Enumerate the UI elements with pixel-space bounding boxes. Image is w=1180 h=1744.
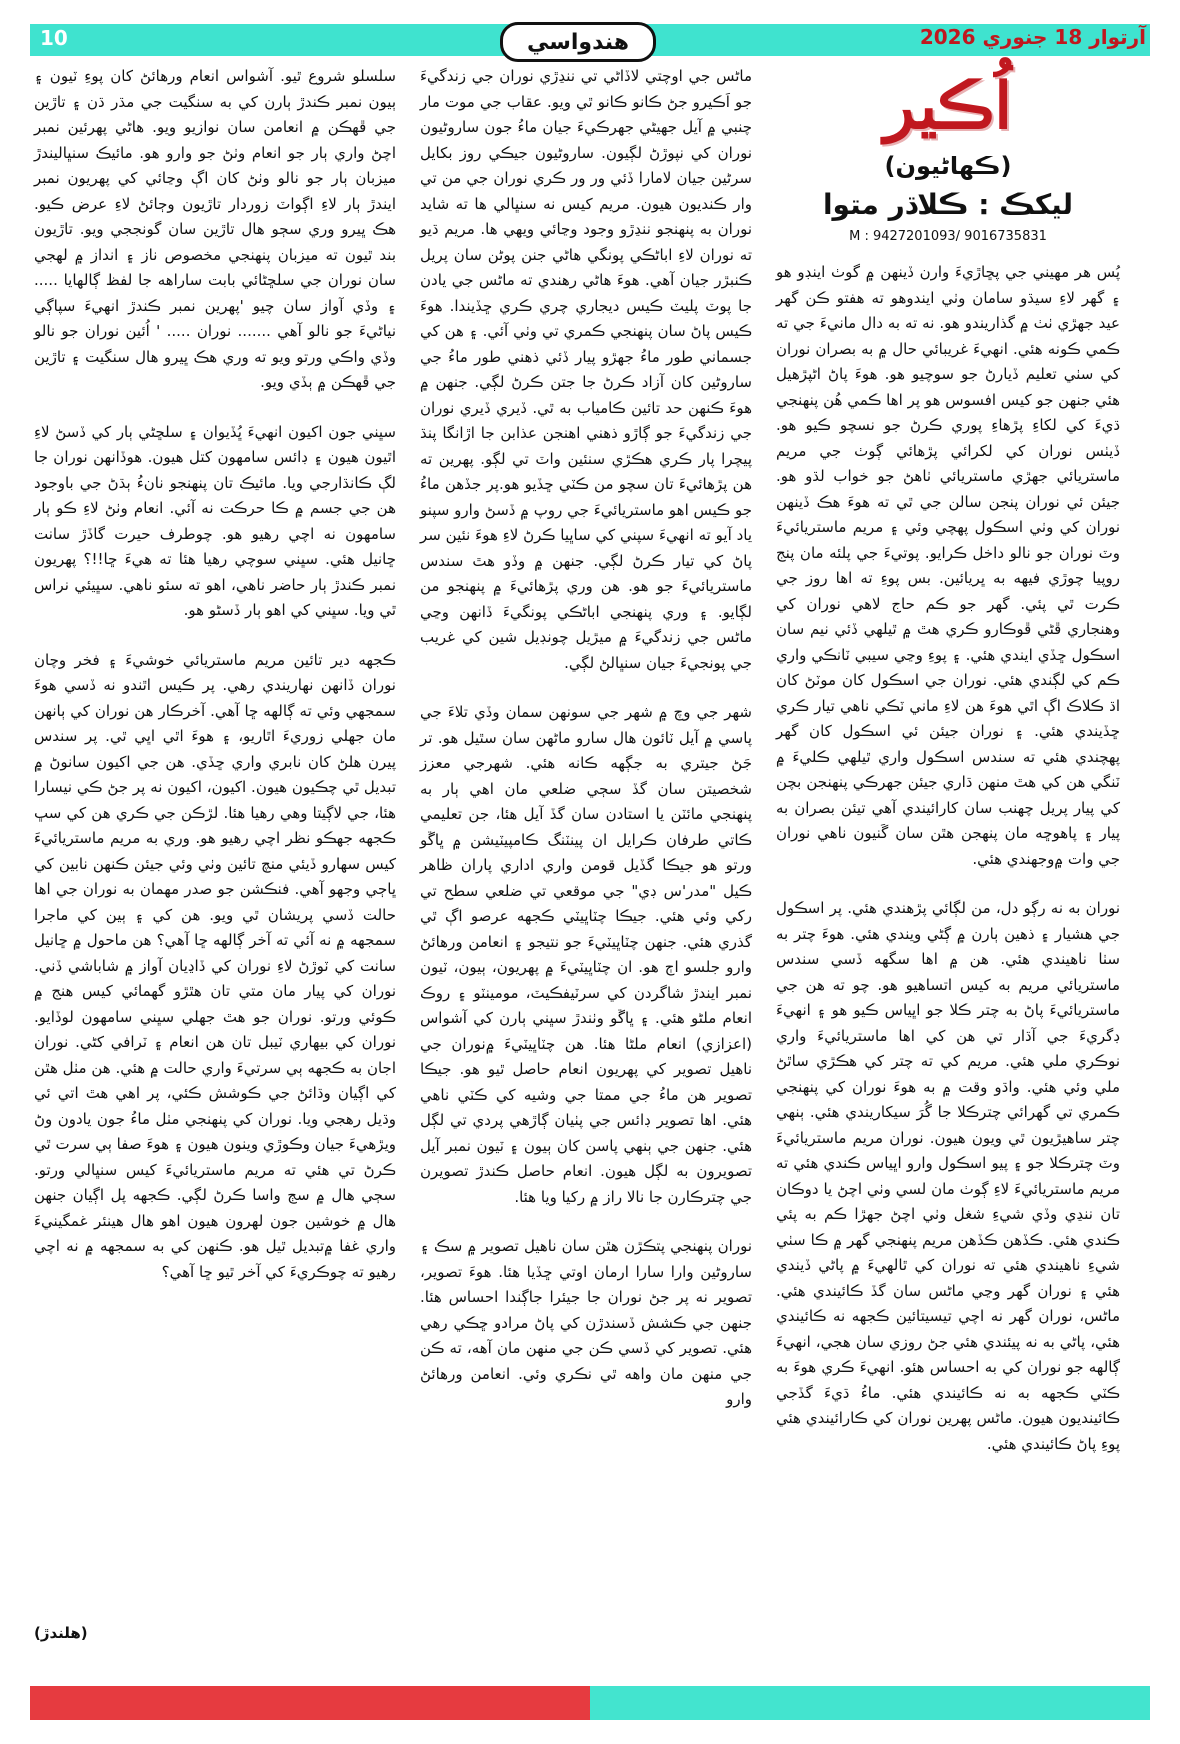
story-title: اُڪير [884, 69, 1012, 144]
page-number: 10 [40, 26, 68, 50]
story-author: ليکڪ : ڪلاڌر متوا [822, 188, 1074, 221]
column-right [776, 64, 1120, 1481]
dateline: آرتوار 18 جنوري 2026 [919, 25, 1146, 49]
footer-bar [30, 1686, 1150, 1720]
paragraph: نوران به نه رڳو دل، من لڳائي پڙهندي هئي. پر اسڪول جي هشيار ۽ ذهين ٻارن ۾ ڳڻي ويندي هئي. هوءَ چتر به سٺا ناهيندي هئي. هن ۾ اها سگهه ڏسي سندس ماستريائي مريم به کيس اتساهيو هو. چو ته هن جي ماستريائيءَ پاڻ به چتر ڪلا جو اڀياس ڪيو هو ۽ انهيءَ ڊگريءَ جي آڌار تي هن کي اها ماستريائيءَ واري نوڪري ملي هئي. مريم کي ته چتر کي هڪڙي ساٿڻ ملي وئي هئي. واڌو وقت ۾ به هوءَ نوران کي پنهنجي ڪمري تي گهرائي چترڪلا جا گُرَ سيکاريندي هئي. ٻنهي چتر ساهيڙيون ٿي ويون هيون. نوران مريم ماستريائيءَ وٽ چترڪلا جو ۽ پيو اسڪول وارو اڀياس ڪندي هئي ته مريم ماستريائيءَ لاءِ ڳوٺ مان لسي وٺي اچڻ يا دوڪان تان ننڍي وڏي شيءِ شغل وٺي اچڻ جهڙا ڪم به پئي ڪندي هئي. ڪڏهن ڪڏهن مريم پنهنجي گهر ۾ ڪا سٺي شيءِ ناهيندي هئي ته نوران کي ٿالهيءَ ۾ پاڻي ڏيندي هئي ۽ نوران گهر وڃي ماڻس سان گڏ ڪائيندي هئي. ماڻس، نوران گهر نه اچي تيسيتائين ڪجهه نه ڪائيندي هئي، پاڻي به نه پيئندي هئي جڻ روزي سان هجي، انهيءَ ڳالهه جو نوران کي به احساس هئو. انهيءَ ڪري هوءَ به ڪٽي ڪجهه به نه ڪائيندي هئي. ماءُ ڌيءَ گڏجي ڪائينديون هيون. ماڻس پهرين نوران کي ڪارائيندي هئي پوءِ پاڻ ڪائيندي هئي. [776, 899, 1120, 1453]
masthead-logo: ھندواسي [500, 22, 656, 62]
story-genre: (ڪهاڻيون) [884, 152, 1012, 180]
paragraph: پُس ھر مهيني جي پڇاڙيءَ وارن ڏينهن ۾ گوٺ اينڊو هو ۽ گهر لاءِ سيڌو سامان وٺي ايندوهو ته هفتو ڪن گهر عيد جهڙي ٺٺ ۾ گذاريندو هو. نه ته به دال مانيءَ جي ته ڪمي ڪونه هئي. انهيءَ غريبائي حال ۾ به بصران نوران کي سٺي تعليم ڏيارڻ جو سوچيو هو. هوءَ پاڻ اڻپڙهيل هئي جنهن جو کيس افسوس هو پر اها ڪمي هُن پنهنجي ڌيءَ کي لکاءِ پڙهاءِ پوري ڪرڻ جو نسچو ڪيو هو. ڏيٺس نوران کي لکرائي پڙهائي ڳوٺ جي مريم ماستريائي جهڙي ماستريائي ٺاهڻ جو خواب لڌو هو. جيئن ئي نوران پنجن سالن جي ٿي ته هوءَ هڪ ڏينهن نوران کي وٺي اسڪول پهچي وئي ۽ مريم ماستريائيءَ وٽ نوران جو نالو داخل ڪرايو. پوتيءَ جي پلئه مان پنج روپيا چوڙي فيهه به ڀريائين. بس پوءِ ته اها روز جي ڪرت ٿي پئي. گهر جو ڪم حاج لاهي نوران کي وهنجاري ڦڻي ڦوڪارو ڪري هٿ ۾ ٿيلهي ڏئي نيم سان اسڪول ڇڏي ايندي هئي. ۽ پوءِ وڃي سيبي ٽانڪي واري ڪم کي لڳندي هئي. نوران جي اسڪول کان موٽڻ کان اڌ ڪلاڪ اڳ اٿي هوءَ هن لاءِ ماني ٽڪي ناهي تيار ڪري ڇڏيندي هئي. ۽ نوران جيئن ئي اسڪول کان گهر پهچندي هئي ته سندس اسڪول واري ٿيلهي ڪليءَ ۾ ٽنگي هن کي هٿ منهن ڌاري جيئن جهرڪي پنهنجن بچن کي پيار پريل چهنب سان کارائيندي آهي تيئن بصران به پيار ۽ پاهوڇه مان پنهجن هٿن سان گَنيون ناهي نوران جي وات ۾وجهندي هئي. [776, 263, 1120, 868]
author-mobile: M : 9427201093/ 9016735831 [849, 229, 1047, 244]
paragraph: شهر جي وچ ۾ شهر جي سونهن سمان وڏي تلاءَ جي پاسي ۾ آيل ٽائون هال سارو ماڻهن سان سٿيل هو. تر جَڻ جيتري به جڳهه ڪانه هئي. شهرجي معزز شخصيتن سان گڏ سڄي ضلعي مان اهي ٻار به پنهنجي مائٽن يا استادن سان گڏ آيل هئا، جن تعليمي ڪاتي طرفان ڪرايل ان پينٽنگ ڪامپيٽيشن ۾ ڀاڱو ورتو هو جيڪا گڏيل قومن واري اداري پاران ظاهر ڪيل "مدر'س ڊي" جي موقعي تي ضلعي سطح تي رکي وئي هئي. جيڪا چٽاڀيٽي ڪجهه عرصو اڳ ٿي گذري هئي. جنهن چٽاڀيٽيءَ جو نتيجو ۽ انعامن ورهائڻ وارو جلسو اڄ هو. ان چٽاڀيٽيءَ ۾ پهريون، ٻيون، ٽيون نمبر ايندڙ شاگردن کي سرٽيفڪيٽ، مومينٽو ۽ روڪ انعام ملڻو هئي. ۽ ڀاڱو وٺندڙ سڀني ٻارن کي آشواس (اعزازي) انعام ملڻا هئا. هن چٽاڀيٽيءَ ۾نوران جي ناهيل تصوير کي پهريون انعام حاصل ٿيو هو. جيڪا تصوير هن ماءُ جي ممتا جي وشيه کي ڪٽي ناهي هئي. اها تصوير ڊائس جي پٺيان ڳاڙهي پردي تي لڳل هئي. جنهن جي ٻنهي پاسن کان ٻيون ۽ ٽيون نمبر آيل تصويرون به لڳل هيون. انعام حاصل ڪندڙ تصويرن جي چترڪارن جا نالا راز ۾ رکيا ويا هئا. [420, 703, 752, 1206]
paragraph: ماڻس جي اوچتي لاڏاڻي تي ننڍڙي نوران جي زندگيءَ جو اَڪيرو جڻ ڪانو ڪانو ٿي ويو. عقاب جي موت مار چنبي ۾ آيل جهيڻي جهرڪيءَ جيان ماءُ جون ساروڻيون نوران کي نپوڙڻ لڳيون. ساروڻيون جيڪي روز بکايل سرڻين جيان لامارا ڏئي ور ور ڪري نوران جي من تي وار ڪنديون هيون. مريم کيس نه سنڀالي ها ته شايد نوران به پنهنجو ننڍڙو وجود وڃائي ويهي ها. مريم ڌيو ته نوران لاءِ اباڻڪي پونگي هاڻي جنن پوڻن سان پريل ڪنبڙر جيان آهي. هوءَ هاڻي رهندي ته ماڻس جي يادن جا پوٽ پليٽ ڪيس ديجاري چري ڪري ڇڏيندا. هوءَ ڪيس پاڻ سان پنهنجي ڪمري تي وٺي آئي. ۽ هن کي جسماني طور ماءُ جهڙو پيار ڏئي ذهني طور ماءُ جي ساروڻين کان آزاد ڪرڻ جا جتن ڪرڻ لڳي. جنهن ۾ هوءَ ڪنهن حد تائين ڪامياب به ٿي. ڏيري ڏيري نوران جي زندگيءَ جو ڳاڙو ذهني اهنجن عذابن جا اڙانگا پنڌ پيچرا پار ڪري هڪڙي سنئين واٽ تي لڳو. پهرين ته هن پڙهائيءَ تان سچو من ڪٽي ڇڏيو هو.پر جڏهن ماءُ جو ڪيس اهو ماستريائيءَ جي روپ ۾ ڏسڻ وارو سپنو ياد آيو ته انهيءَ سپني کي ساڀيا ڪرڻ لاءِ هوءَ نئين سر پاڻ کي تيار ڪرڻ لڳي. جنهن ۾ وڏو هٿ سندس ماستريائيءَ جو هو. هن وري پڙهائيءَ ۾ پنهنجو من لڳايو. ۽ وري پنهنجي اباڻڪي پونگيءَ ڏانهن وڃي ماڻس جي زندگيءَ ۾ ميڙيل چونڊيل شين کي غريب جي پونجيءَ جيان سنڀالڻ لڳي. [420, 67, 752, 672]
column-middle [420, 64, 752, 1437]
paragraph: نوران پنهنجي پتڪڙن هٿن سان ناهيل تصوير ۾ سڪ ۽ ساروڻين وارا سارا ارمان اوتي ڇڏيا هئا. هوءَ تصوير، تصوير نه پر جڻ نوران جا جيئرا جاڳندا احساس هئا. جنهن جي ڪشش ڏسندڙن کي پاڻ مرادو ڇڪي رهي هئي. تصوير کي ڏسي ڪن جي منهن مان آهه، ته ڪن جي منهن مان واهه ٿي نڪري وئي. انعامن ورهائڻ وارو [420, 1237, 752, 1408]
paragraph: سلسلو شروع ٿيو. آشواس انعام ورهائڻ کان پوءِ ٽيون ۽ ٻيون نمبر ڪندڙ ٻارن کي به سنگيت جي مڌر ڌن ۽ تاڙين جي ڦهڪن ۾ انعامن سان نوازيو ويو. هاڻي پهرئين نمبر اچڻ واري ٻار جو انعام وٺڻ جو وارو هو. مائيڪ سنڀاليندڙ ميزبان ٻار جو نالو وٺڻ کان اڳ وڃائي کي پهريون نمبر ايندڙ ٻار لاءِ اڳواٽ زوردار تاڙيون وڄائڻ لاءِ عرض ڪيو. هڪ ڀيرو وري سڄو هال تاڙين سان گونججي ويو. تاڙيون بند ٿيون ته ميزبان پنهنجي مخصوص ناز ۽ انداز ۾ لهجي سان نوران جي سلڇڻائي بابت ساراهه جا لفظ ڳالهايا ..... ۽ وڏي آواز سان چيو 'پهرين نمبر ڪندڙ انهيءَ سپاڳي نياڻيءَ جو نالو آهي ....... نوران ..... ' اُئين نوران جو نالو وڏي واڪي ورتو ويو ته وري هڪ ڀيرو هال سنگيت ۽ تاڙين جي ڦهڪن ۾ ٻڏي ويو. [34, 67, 396, 391]
continued-label: (هلندڙ) [34, 1624, 88, 1642]
paragraph: سڀني جون اکيون انهيءَ ڀُڏيوان ۽ سلڇڻي ٻار کي ڏسڻ لاءِ اٿيون هيون ۽ ڊائس سامهون کتل هيون. هوڏانهن نوران جا لڳ ڪانڌارجي ويا. مائيڪ تان پنهنجو نانءُ ٻڌڻ جي باوجود هن جي جسم ۾ ڪا حرڪت نه آئي. انعام وٺڻ لاءِ ڪو ٻار سامهون نه اچي رهيو هو. چوطرف حيرت گاڏڙ سانت ڇانيل هئي. سڀني سوچي رهيا هئا ته هيءَ ڇا!!؟ پهريون نمبر ڪندڙ ٻار حاضر ناهي، اهو ته سئو ناهي. سڀيئي نراس ٿي ويا. سڀني کي اهو ٻار ڏسڻو هو. [34, 422, 396, 619]
column-left [34, 64, 396, 1309]
paragraph: ڪجهه دير تائين مريم ماستريائي خوشيءَ ۽ فخر وچان نوران ڏانهن نهاريندي رهي. پر ڪيس اٿندو نه ڏسي هوءَ سمجهي وئي ته ڳالهه ڇا آهي. آخرڪار هن نوران کي ٻانهن مان جهلي زوريءَ اٿاريو، ۽ هوءَ اٿي اڀي ٿي. پر سندس پيرن هلڻ کان نابري واري ڇڏي. هن جي اکيون سانوڻ ۾ تبديل ٿي چڪيون هيون. اکيون، اکيون نه پر جڻ ڪي نيسارا هئا، جي لاڳيتا وهي رهيا هئا. لڙڪن جي ڪري هن کي سڀ ڪجهه جهڪو نظر اچي رهيو هو. وري به مريم ماستريائيءَ کيس سهارو ڏيئي منچ تائين وٺي وئي جيئن ڪنهن نابين کي ڀاڄي وجهو آهي. فنڪشن جو صدر مهمان به نوران جي اها حالت ڏسي پريشان ٿي ويو. هن کي ۽ ٻين کي ماجرا سمجهه ۾ نه آئي ته آخر ڳالهه ڇا آهي؟ هن ماحول ۾ ڇانيل سانت کي ٽوڙڻ لاءِ نوران کي ڏاڍيان آواز ۾ شاباشي ڏني. نوران کي پيار مان متي تان هٿڙو گهمائي کيس هنج ۾ ڪوئي ورتو. نوران جو هٿ جهلي سڀني سامهون لوڏايو. نوران کي بيهاري ٽيبل تان هن انعام ۽ ٽرافي کڻي. نوران اجان به ڪجهه ٻي سرتيءَ واري حالت ۾ هئي. هن مٺل هٿن کي اڳيان وڌائڻ جي ڪوشش ڪئي، پر اهي هٿ اتي ئي وڌيل رهجي ويا. نوران کي پنهنجي مٺل ماءُ جون يادون وڻ ويڙهيءَ جيان وڪوڙي وينون هيون ۽ هوءَ صفا ٻي سرت ٿي ڪرڻ تي هئي ته مريم ماستريائيءَ کيس سنڀالي ورتو. سڄي هال ۾ سڄ واسا ڪرڻ لڳي. ڪجهه پل اڳيان جنهن هال ۾ خوشين جون لهرون هيون اهو هال هينئر غمگينيءَ واري غفا ۾تبديل ٿيل هو. ڪنهن کي به سمجهه ۾ نه اچي رهيو ته چوڪريءَ کي آخر ٿيو ڇا آهي؟ [34, 650, 396, 1281]
